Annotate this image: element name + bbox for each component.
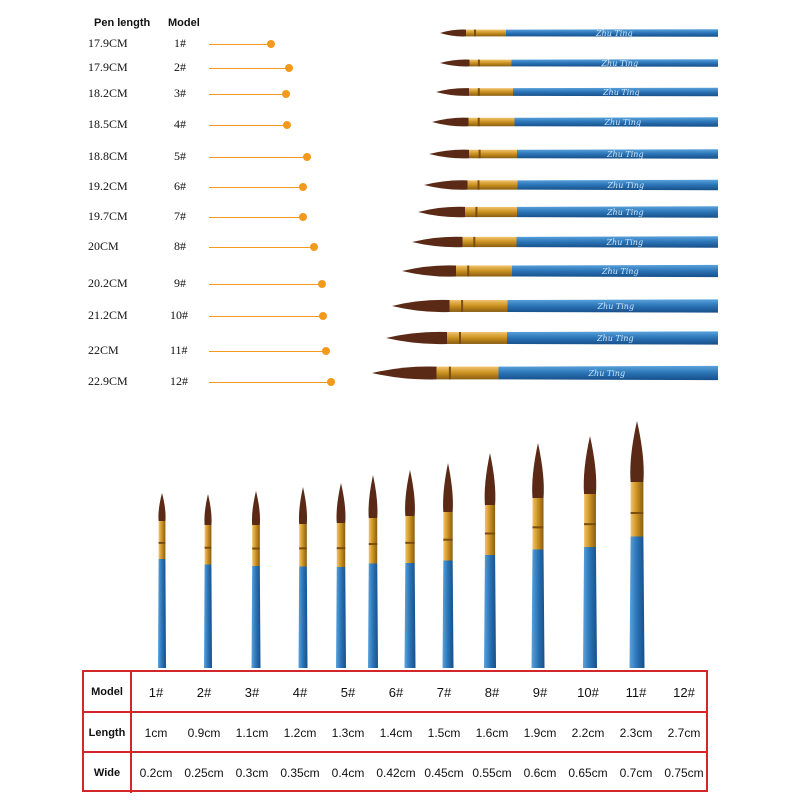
ferrule — [252, 525, 260, 566]
bristle — [418, 207, 465, 217]
ferrule — [369, 518, 378, 564]
size-table-cell: 12# — [673, 684, 695, 700]
size-table-cell: 9# — [532, 684, 548, 700]
handle — [204, 565, 212, 669]
handle — [158, 559, 166, 668]
ferrule — [466, 30, 506, 37]
ferrule — [447, 332, 507, 344]
handle-text: Zhu Ting — [597, 334, 634, 343]
ferrule-crimp — [474, 30, 476, 37]
size-table-length-row — [84, 711, 706, 753]
pen-length-value: 20CM — [88, 239, 119, 253]
pen-length-header: Pen length — [94, 17, 151, 29]
handle — [583, 547, 597, 668]
ferrule — [299, 524, 307, 567]
size-table-cell: 2.3cm — [619, 726, 653, 740]
ferrule — [468, 180, 518, 189]
size-table-cell: 0.3cm — [235, 766, 269, 780]
bristle — [630, 421, 643, 482]
bristle — [204, 494, 211, 525]
bristle — [158, 493, 165, 521]
handle — [299, 567, 308, 669]
ferrule-crimp — [478, 88, 480, 96]
handle-text: Zhu Ting — [604, 118, 642, 127]
size-table-cell: 0.42cm — [376, 766, 416, 780]
size-table-cell: 8# — [484, 684, 500, 700]
bristle — [299, 487, 307, 524]
handle-text: Zhu Ting — [606, 238, 644, 247]
ferrule-crimp — [461, 300, 463, 312]
pen-length-value: 18.5CM — [88, 117, 128, 131]
ferrule-crimp — [252, 548, 260, 550]
ferrule — [159, 521, 166, 559]
ferrule-crimp — [205, 547, 212, 549]
handle — [252, 566, 261, 668]
ferrule — [450, 300, 508, 312]
pen-length-value: 17.9CM — [88, 60, 128, 74]
pen-length-value: 22.9CM — [88, 374, 128, 388]
ferrule-crimp — [631, 512, 644, 514]
model-value: 12# — [170, 374, 188, 388]
ferrule-crimp — [475, 207, 477, 217]
bristle — [443, 463, 453, 512]
size-table-cell: 0.6cm — [523, 766, 557, 780]
size-table — [82, 670, 708, 792]
ferrule-crimp — [479, 150, 481, 159]
handle — [368, 564, 378, 669]
handle — [405, 563, 416, 668]
ferrule — [405, 516, 414, 563]
size-table-cell: 0.75cm — [664, 766, 704, 780]
model-value: 3# — [174, 86, 186, 100]
pen-length-value: 21.2CM — [88, 308, 128, 322]
handle-text: Zhu Ting — [601, 59, 639, 68]
size-table-cell: 2# — [196, 684, 212, 700]
horizontal-brushes — [372, 29, 718, 380]
model-value: 5# — [174, 149, 186, 163]
ferrule-crimp — [337, 547, 346, 549]
ferrule-crimp — [532, 526, 543, 528]
bristle — [369, 475, 378, 518]
bristle — [532, 443, 544, 498]
model-value: 11# — [170, 343, 188, 357]
size-table-cell: 0.4cm — [331, 766, 365, 780]
ferrule-crimp — [584, 523, 596, 525]
ferrule-crimp — [159, 542, 166, 544]
size-table-cell: 1.5cm — [427, 726, 461, 740]
ferrule-crimp — [467, 265, 469, 276]
ferrule — [469, 150, 517, 159]
pen-length-value: 17.9CM — [88, 36, 128, 50]
size-table-cell: 11# — [625, 684, 647, 700]
size-table-cell: 0.2cm — [139, 766, 173, 780]
ferrule — [470, 60, 512, 67]
size-table-cell: 0.25cm — [184, 766, 224, 780]
size-table-cell: 1.2cm — [283, 726, 317, 740]
ferrule-crimp — [299, 547, 307, 549]
ferrule-crimp — [485, 533, 495, 535]
handle-text: Zhu Ting — [603, 88, 640, 97]
bristle — [252, 491, 260, 525]
ferrule-crimp — [369, 543, 378, 545]
size-table-cell: 1.1cm — [235, 726, 269, 740]
ferrule-crimp — [449, 367, 451, 380]
size-table-cell: 1# — [148, 684, 164, 700]
model-value: 4# — [174, 117, 186, 131]
bristle — [372, 366, 437, 379]
vertical-brushes — [158, 421, 645, 668]
bristle — [392, 300, 450, 312]
handle-text: Zhu Ting — [597, 302, 635, 311]
bristle — [584, 436, 597, 494]
ferrule-crimp — [459, 332, 461, 344]
bristle — [337, 483, 346, 523]
size-table-cell: 5# — [340, 684, 356, 700]
ferrule-crimp — [478, 180, 480, 189]
handle-text: Zhu Ting — [607, 181, 645, 190]
bristle — [424, 180, 468, 190]
bristle — [402, 265, 456, 276]
model-value: 2# — [174, 60, 186, 74]
ferrule-crimp — [473, 237, 475, 247]
handle — [532, 550, 545, 669]
bristle — [429, 150, 469, 159]
handle-text: Zhu Ting — [607, 150, 644, 159]
bristle — [405, 470, 415, 516]
bristle — [440, 60, 470, 67]
bristle — [432, 118, 469, 127]
pen-length-value: 19.2CM — [88, 179, 128, 193]
size-table-cell: 2.2cm — [571, 726, 605, 740]
ferrule-crimp — [405, 542, 414, 544]
ferrule-crimp — [443, 539, 452, 541]
size-table-cell: 6# — [388, 684, 404, 700]
pen-length-value: 19.7CM — [88, 209, 128, 223]
pen-length-value: 20.2CM — [88, 276, 128, 290]
ferrule — [485, 505, 495, 555]
size-table-wide-row — [84, 751, 706, 793]
ferrule — [456, 265, 512, 276]
model-header: Model — [168, 17, 200, 29]
size-table-model-row — [84, 672, 706, 712]
size-table-cell: 1cm — [144, 726, 168, 740]
bristle — [386, 332, 447, 344]
ferrule — [532, 498, 543, 550]
bristle — [412, 237, 463, 247]
model-value: 10# — [170, 308, 188, 322]
handle — [336, 567, 346, 668]
handle-text: Zhu Ting — [602, 267, 639, 276]
size-table-cell: 0.7cm — [619, 766, 653, 780]
size-table-wide-label: Wide — [84, 753, 132, 793]
size-table-cell: 4# — [292, 684, 308, 700]
handle — [630, 537, 645, 669]
ferrule — [443, 512, 452, 561]
pen-length-value: 18.2CM — [88, 86, 128, 100]
pen-length-value: 22CM — [88, 343, 119, 357]
ferrule — [437, 367, 499, 380]
ferrule — [584, 494, 596, 547]
handle-text: Zhu Ting — [588, 369, 626, 378]
ferrule — [631, 482, 644, 537]
ferrule — [463, 237, 517, 247]
size-table-cell: 0.65cm — [568, 766, 608, 780]
size-table-cell: 0.55cm — [472, 766, 512, 780]
size-table-cell: 10# — [577, 684, 599, 700]
model-value: 8# — [174, 239, 186, 253]
ferrule-crimp — [478, 118, 480, 127]
size-table-cell: 2.7cm — [667, 726, 701, 740]
pen-length-value: 18.8CM — [88, 149, 128, 163]
handle-text: Zhu Ting — [607, 208, 644, 217]
handle — [443, 561, 454, 669]
handle — [484, 555, 496, 668]
ferrule — [469, 88, 513, 96]
model-value: 1# — [174, 36, 186, 50]
model-value: 7# — [174, 209, 186, 223]
ferrule — [337, 523, 346, 567]
size-table-cell: 1.3cm — [331, 726, 365, 740]
bristle — [436, 88, 469, 96]
size-table-cell: 7# — [436, 684, 452, 700]
size-table-cell: 1.4cm — [379, 726, 413, 740]
size-table-cell: 0.9cm — [187, 726, 221, 740]
size-table-length-label: Length — [84, 713, 132, 753]
ferrule-crimp — [478, 60, 480, 67]
size-table-cell: 1.9cm — [523, 726, 557, 740]
bristle — [485, 453, 496, 505]
size-table-cell: 0.45cm — [424, 766, 464, 780]
model-value: 6# — [174, 179, 186, 193]
size-table-cell: 0.35cm — [280, 766, 320, 780]
handle-text: Zhu Ting — [596, 29, 633, 38]
size-table-cell: 3# — [244, 684, 260, 700]
ferrule — [205, 525, 212, 565]
ferrule — [469, 118, 515, 127]
model-value: 9# — [174, 276, 186, 290]
bristle — [440, 30, 466, 37]
size-table-model-label: Model — [84, 672, 132, 712]
ferrule — [465, 207, 517, 217]
size-table-cell: 1.6cm — [475, 726, 509, 740]
